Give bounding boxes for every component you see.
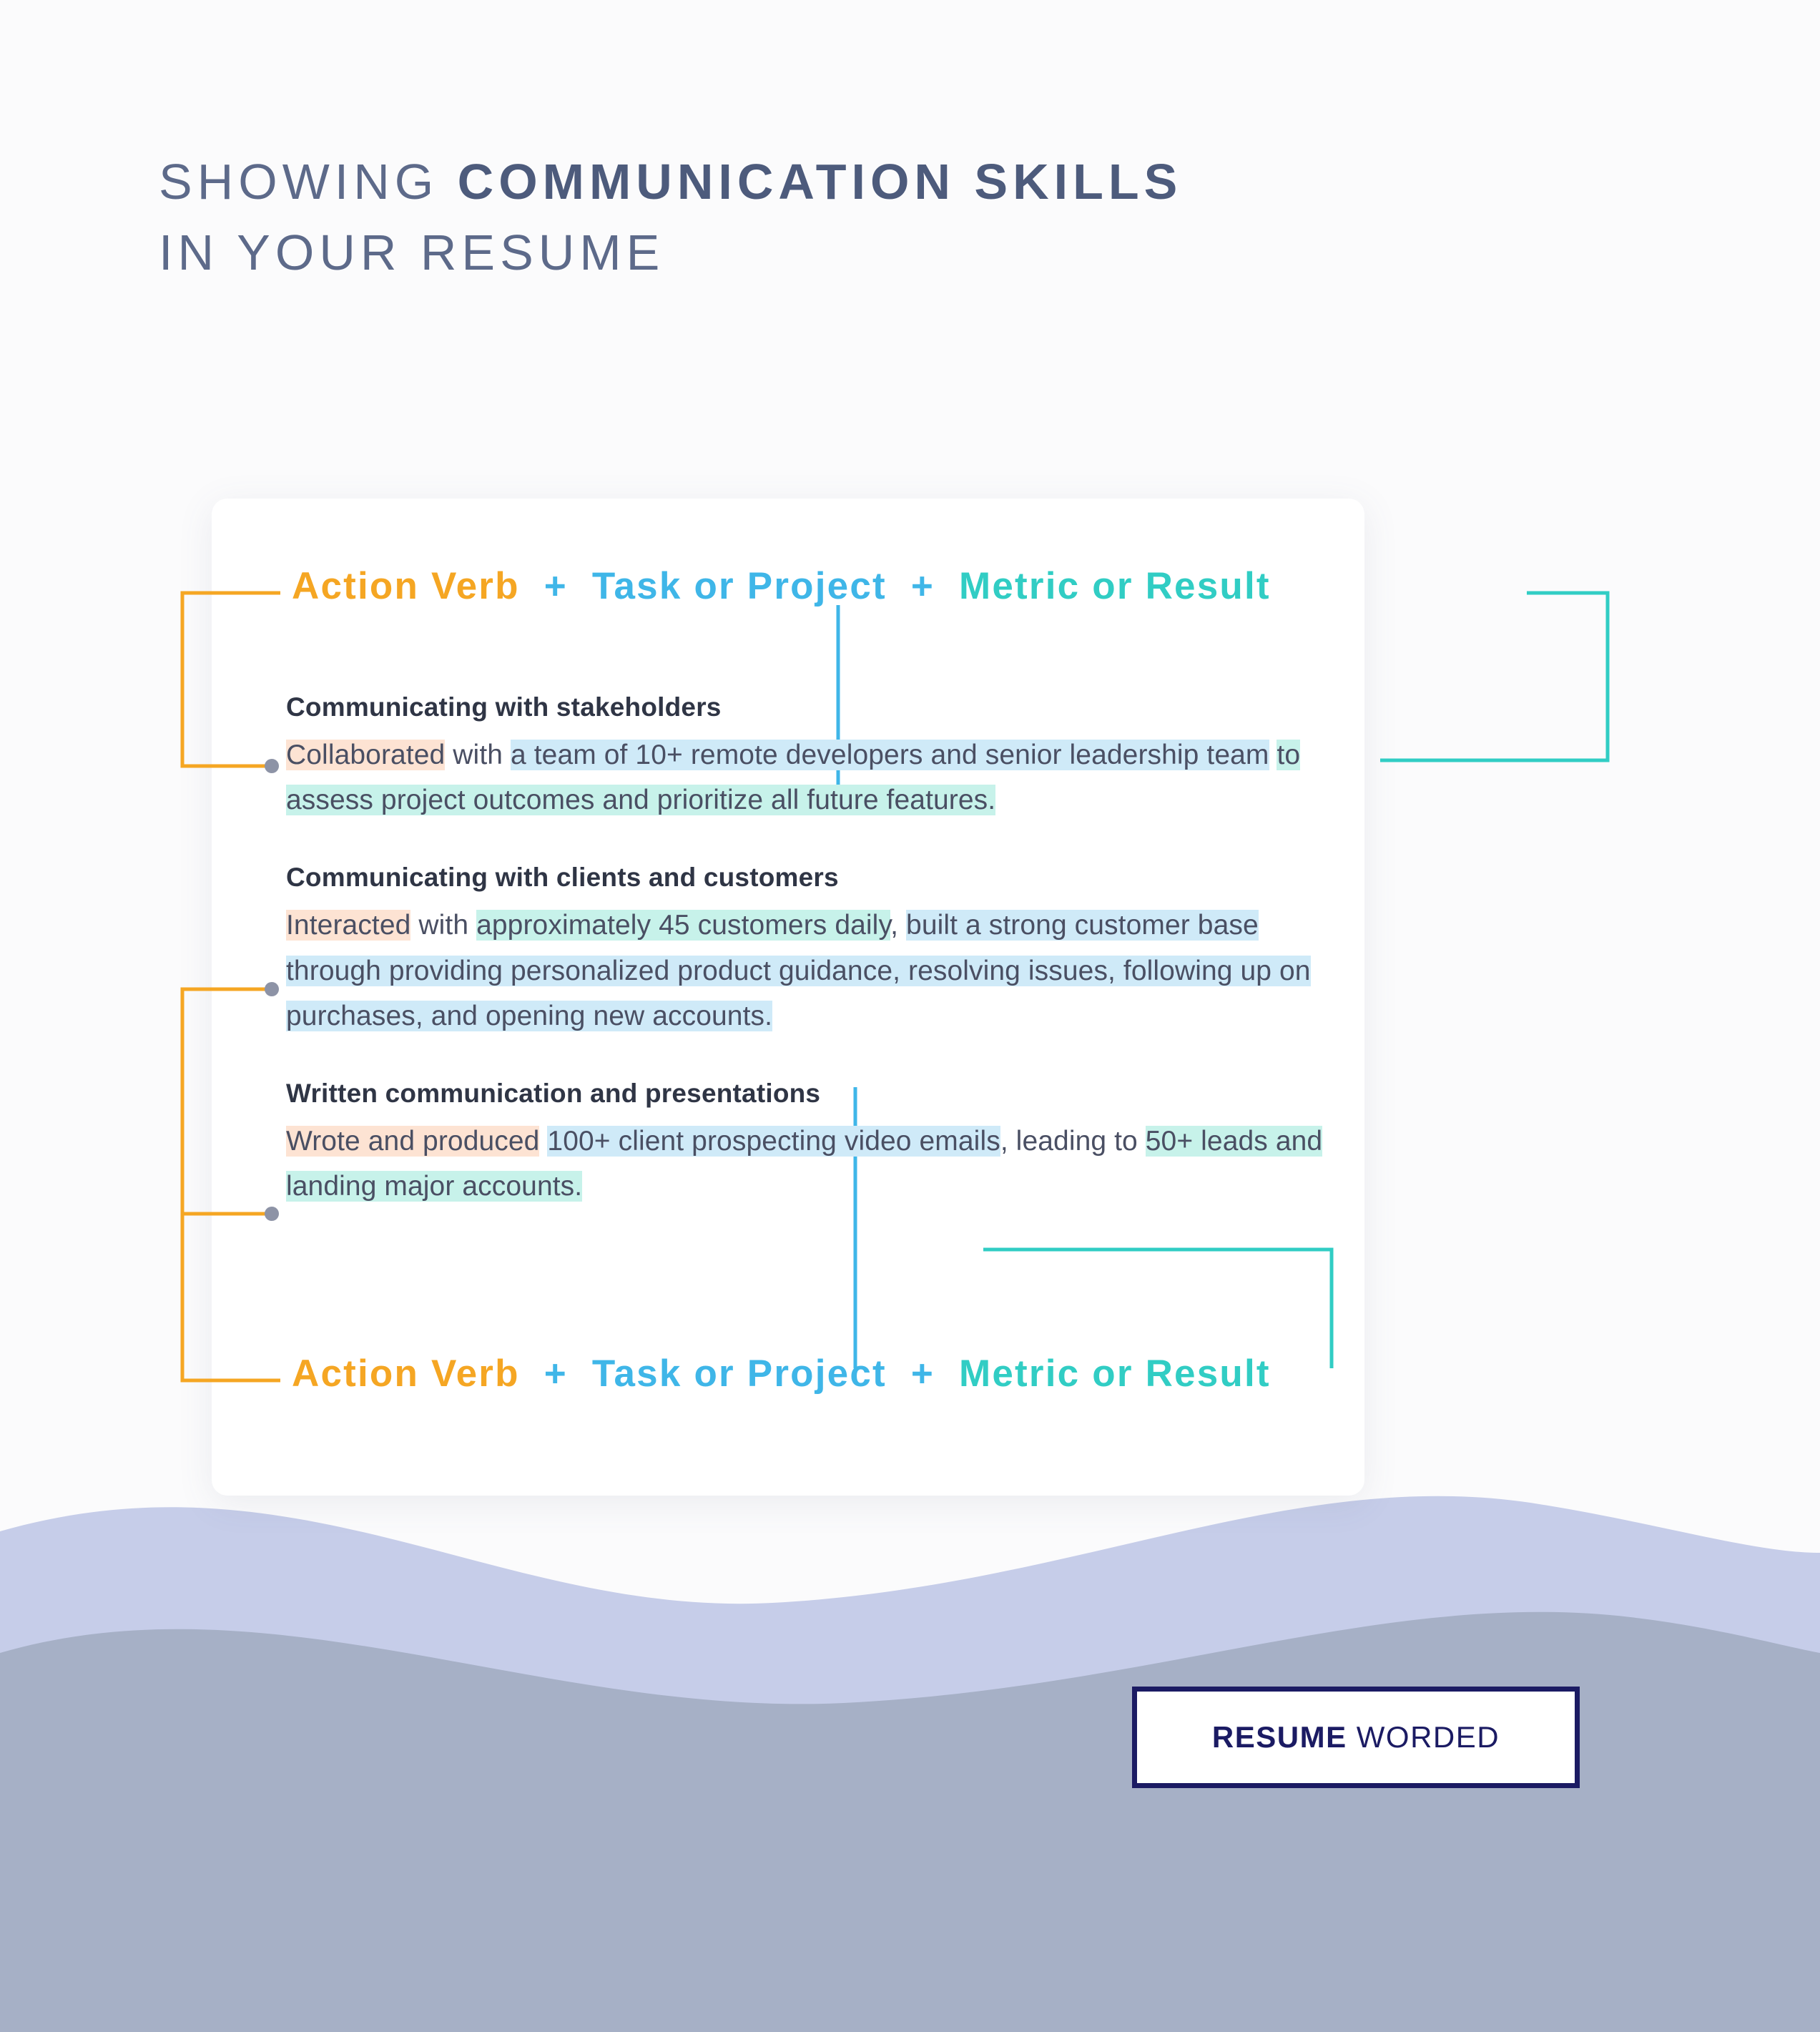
bullet-segment-metric: approximately 45 customers daily — [476, 910, 891, 941]
bullet-body — [286, 1119, 1344, 1209]
bullet-title: Communicating with stakeholders — [286, 692, 722, 722]
bullet-group-written — [286, 1079, 1344, 1209]
bullet-segment-plain: with — [445, 740, 511, 770]
formula-top-metric: Metric or Result — [959, 565, 1271, 607]
resume-bullets — [286, 692, 1344, 1249]
bullet-segment-plain: with — [410, 910, 477, 941]
formula-bottom-plus-2: + — [910, 1353, 935, 1395]
logo-text — [1212, 1720, 1500, 1754]
page-title-line-1 — [159, 147, 1182, 217]
bullet-segment-space — [1269, 740, 1277, 770]
bullet-segment-task: 100+ client prospecting video emails — [547, 1125, 1000, 1157]
formula-bottom-metric: Metric or Result — [959, 1353, 1271, 1395]
bullet-body — [286, 903, 1344, 1039]
bullet-body — [286, 732, 1344, 823]
formula-bottom — [292, 1352, 1271, 1395]
bullet-segment-metric: to assess project outcomes and prioritize all future features. — [286, 740, 1301, 816]
bullet-group-stakeholders — [286, 692, 1344, 823]
bullet-segment-space — [539, 1126, 547, 1157]
bullet-segment-metric: 50+ leads and landing major accounts. — [286, 1125, 1323, 1202]
formula-bottom-task: Task or Project — [591, 1353, 887, 1395]
bullet-dot-1 — [265, 759, 279, 773]
bullet-segment-plain: , leading to — [1000, 1125, 1146, 1157]
bullet-segment-verb: Wrote and produced — [286, 1125, 540, 1157]
bullet-group-clients — [286, 863, 1344, 1039]
page-title-light-part: SHOWING — [159, 154, 458, 210]
bullet-segment-task: a team of 10+ remote developers and senior leadership team — [511, 740, 1269, 770]
formula-top-plus-2: + — [910, 565, 935, 607]
formula-top-plus-1: + — [543, 565, 568, 607]
formula-bottom-plus-1: + — [543, 1353, 568, 1395]
resume-worded-logo — [1132, 1687, 1580, 1788]
formula-top — [292, 564, 1271, 608]
page-title — [159, 147, 1182, 289]
bullet-segment-plain-2: , — [890, 910, 907, 941]
formula-top-task: Task or Project — [591, 565, 887, 607]
page-title-bold-part: COMMUNICATION SKILLS — [457, 154, 1183, 210]
bullet-title: Written communication and presentations — [286, 1078, 821, 1108]
bullet-dot-3 — [265, 1207, 279, 1221]
bullet-segment-task: built a strong customer base through providing personalized product guidance, resolving issues, following up on purchases, and opening new accounts. — [286, 910, 1311, 1031]
bullet-segment-verb: Interacted — [286, 910, 411, 941]
connector-metric-top — [1380, 593, 1608, 760]
page-title-line-2: IN YOUR RESUME — [159, 225, 665, 281]
bullet-segment-verb: Collaborated — [286, 740, 446, 770]
logo-bold-word: RESUME — [1211, 1720, 1347, 1754]
logo-normal-word: WORDED — [1347, 1720, 1500, 1754]
formula-top-action-verb: Action Verb — [292, 565, 520, 607]
formula-bottom-action-verb: Action Verb — [292, 1353, 520, 1395]
bullet-title: Communicating with clients and customers — [286, 863, 839, 893]
bullet-dot-2 — [265, 982, 279, 996]
